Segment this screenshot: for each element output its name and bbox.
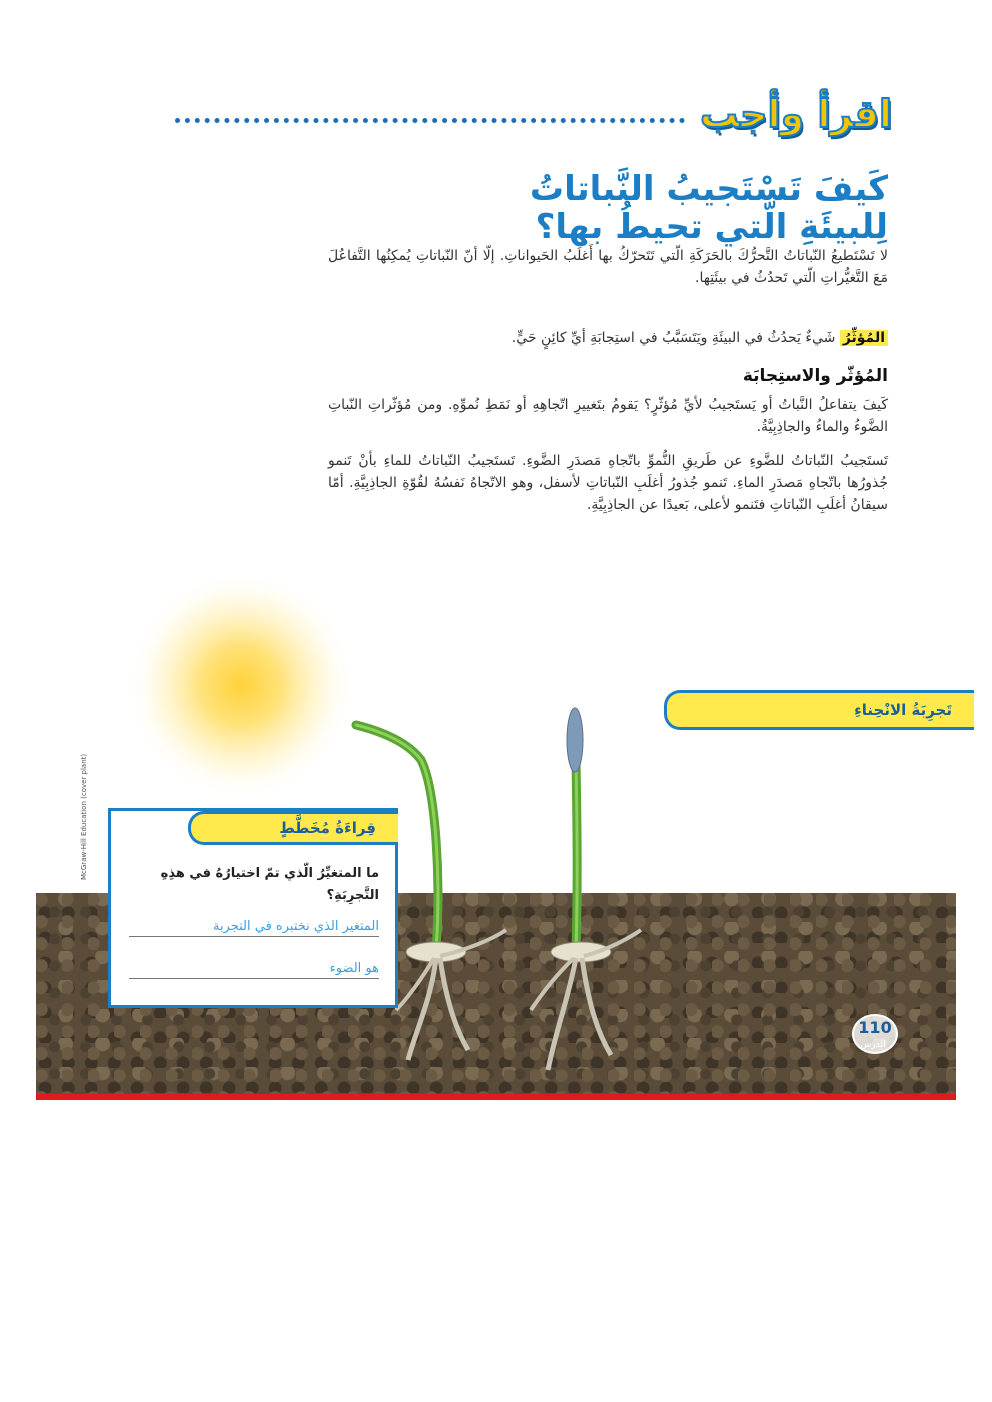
experiment-caption-tab (664, 690, 974, 730)
straight-plant-flower (567, 708, 583, 772)
chart-question: ما المتغيِّرُ الّذي تمّ اختيارُهُ في هذِهِ التَّجرِبَةِ؟ (160, 866, 379, 903)
bottom-rule (36, 1094, 956, 1100)
dotted-divider (175, 118, 685, 123)
definition (328, 330, 888, 346)
intro-paragraph: لا تَسْتَطيعُ النّباتاتُ التَّحرُّكَ بالحَرَكَةِ الّتي تَتَحرّكُ بها أَغلَبُ الحَيواناتِ. إلّا أنّ النّباتاتِ يُمكِنُها التَّفاعُلَ مَعَ التَّغيُّراتِ الّتي تَحدُثُ في بيئَتِها. (328, 248, 888, 286)
reading-chart-tab-label: قِراءَةُ مُخَطَّطٍ (279, 819, 376, 837)
answer-line-2[interactable]: هو الضوء (129, 961, 379, 979)
definition-text: شَيءٌ يَحدُثُ في البيئَةِ ويَتَسَبَّبُ في استِجابَةِ أيِّ كائِنٍ حَيٍّ. (511, 330, 836, 346)
page-title (328, 170, 888, 246)
section-heading: المُؤثّر والاستِجابَة (742, 366, 888, 386)
photo-credit: McGraw-Hill Education (cover plant) (80, 753, 88, 880)
definition-term: المُؤثِّرُ (840, 330, 888, 346)
answer-line-1[interactable]: المتغير الذي نختبره في التجربة (129, 919, 379, 937)
reading-chart-tab (188, 811, 398, 845)
section-brand-logo: اقرأ وأجب (699, 92, 892, 136)
page-number: 110 (852, 1014, 898, 1054)
title-line-1: كَيفَ تَسْتَجيبُ النَّباتاتُ (529, 169, 888, 209)
page-number-sub: الدرس (860, 1040, 886, 1050)
section-paragraph-1: كَيفَ يتفاعلُ النَّباتُ أو يَستَجيبُ لأيِّ مُؤثّرٍ؟ يَقومُ بتَغييرِ اتّجاهِهِ أو نَمَطِ نُموِّهِ. ومن مُؤثّراتِ النّباتِ الضَّوءُ والماءُ والجاذِبِيَّةُ. (328, 397, 888, 435)
experiment-caption-label: تَجرِبَةُ الانْحِناءِ (854, 701, 952, 719)
title-line-2: لِلبيئَةِ الّتي تحيطُ بها؟ (535, 207, 888, 247)
reading-chart-box (108, 808, 398, 1008)
section-paragraph-2: تَستَجيبُ النّباتاتُ للضَّوءِ عن طَريقِ النُّموِّ باتّجاهِ مَصدَرِ الضَّوءِ. تَستَجيبُ النّباتاتُ للماءِ بأنْ تَنمو جُذورُها باتّجاهِ مَصدَرِ الماءِ. تَنمو جُذورُ أغلَبِ النّباتاتِ لأسفل، وهو الاتّجاهُ نَفسُهُ لقُوّةِ الجاذِبِيَّةِ. أمّا سيقانُ أغلَبِ النّباتاتِ فتَنمو لأعلى، بَعيدًا عن الجاذِبِيَّةِ. (328, 453, 888, 513)
